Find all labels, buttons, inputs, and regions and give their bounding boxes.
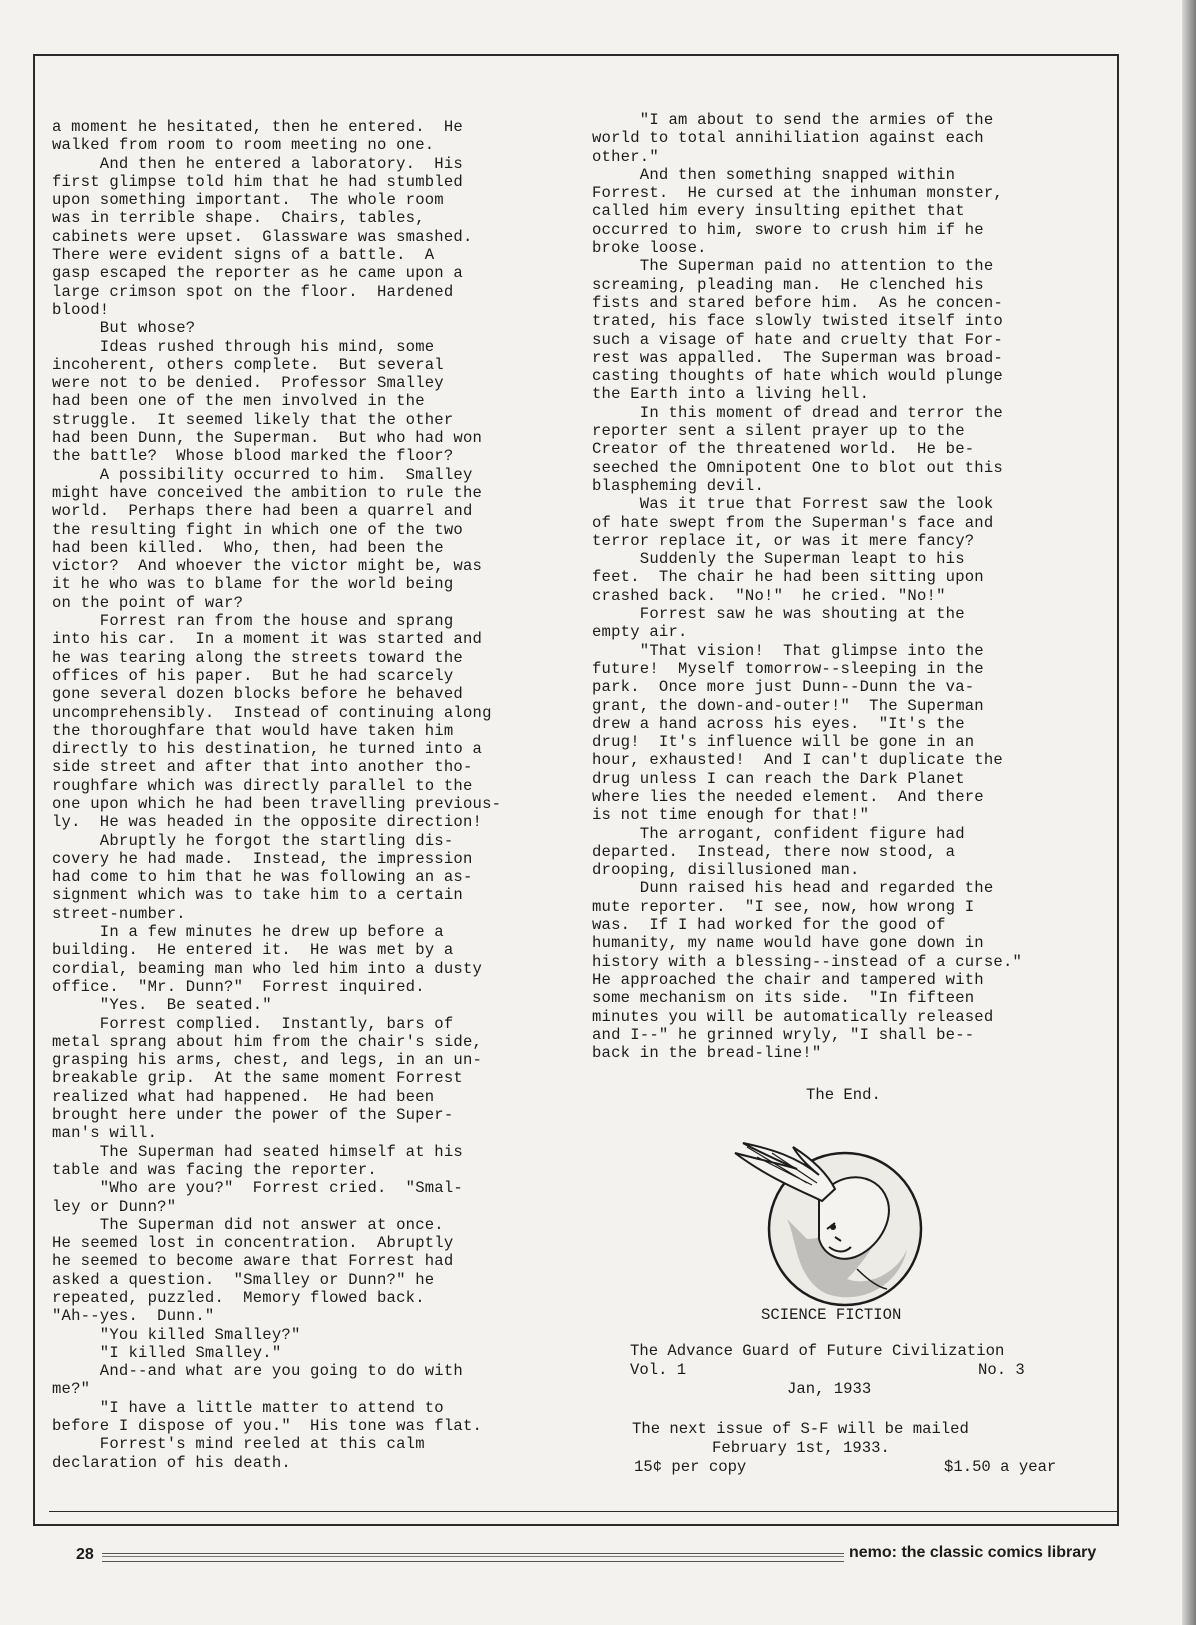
text-line: signment which was to take him to a certain [52,886,463,905]
text-line: office. "Mr. Dunn?" Forrest inquired. [52,977,425,996]
text-line: In this moment of dread and terror the [592,403,1003,422]
text-line: gone several dozen blocks before he behaved [52,685,463,704]
text-line: were not to be denied. Professor Smalley [52,374,444,393]
text-line: brought here under the power of the Super- [52,1106,454,1125]
text-line: Forrest complied. Instantly, bars of [52,1014,454,1033]
text-line: asked a question. "Smalley or Dunn?" he [52,1270,435,1289]
text-line: breakable grip. At the same moment Forrest [52,1069,463,1088]
text-line: upon something important. The whole room [52,191,444,210]
text-line: mute reporter. "I see, now, how wrong I [592,897,975,916]
text-line: other." [592,147,659,166]
text-line: future! Myself tomorrow--sleeping in the [592,659,984,678]
text-line: screaming, pleading man. He clenched his [592,275,984,294]
text-line: grasping his arms, chest, and legs, in an un- [52,1051,483,1070]
text-line: where lies the needed element. And there [592,787,984,806]
text-line: Ideas rushed through his mind, some [52,337,435,356]
text-line: and I--" he grinned wryly, "I shall be-- [592,1025,975,1044]
text-line: one upon which he had been travelling previous- [52,794,502,813]
text-line: ley or Dunn?" [52,1197,177,1216]
text-line: table and was facing the reporter. [52,1160,377,1179]
text-line: cordial, beaming man who led him into a dusty [52,959,483,978]
text-line: into his car. In a moment it was started and [52,630,483,649]
text-line: he was tearing along the streets toward the [52,648,463,667]
text-line: building. He entered it. He was met by a [52,941,454,960]
text-line: declaration of his death. [52,1453,291,1472]
text-line: departed. Instead, there now stood, a [592,842,956,861]
text-line: of hate swept from the Superman's face and [592,513,994,532]
text-line: was. If I had worked for the good of [592,916,946,935]
text-line: large crimson spot on the floor. Hardened [52,282,454,301]
text-line: grant, the down-and-outer!" The Superman [592,696,984,715]
text-line: it he who was to blame for the world being [52,575,454,594]
text-line: And then something snapped within [592,165,956,184]
text-line: a moment he hesitated, then he entered. He [52,118,463,136]
text-line: he seemed to become aware that Forrest had [52,1252,454,1271]
right-text-column [592,111,1022,1062]
text-line: reporter sent a silent prayer up to the [592,422,965,441]
text-line: "Who are you?" Forrest cried. "Smal- [52,1179,463,1198]
text-line: some mechanism on its side. "In fifteen [592,989,975,1008]
text-line: The Superman did not answer at once. [52,1215,444,1234]
text-line: He approached the chair and tampered with [592,970,984,989]
text-line: Was it true that Forrest saw the look [592,495,994,514]
text-line: metal sprang about him from the chair's side, [52,1032,483,1051]
text-line: "I killed Smalley." [52,1343,282,1362]
text-line: blaspheming devil. [592,476,765,495]
text-line: offices of his paper. But he had scarcely [52,666,454,685]
text-line: had come to him that he was following an as- [52,868,473,887]
next-issue-date: February 1st, 1933. [712,1439,890,1457]
text-line: struggle. It seemed likely that the other [52,410,454,429]
text-line: Creator of the threatened world. He be- [592,440,975,459]
text-line: side street and after that into another tho- [52,758,473,777]
text-line: "You killed Smalley?" [52,1325,301,1344]
text-line: first glimpse told him that he had stumbled [52,172,463,191]
page-number: 28 [76,1546,94,1563]
footer-rule [102,1553,844,1562]
price-per-year: $1.50 a year [944,1458,1057,1476]
text-line: had been one of the men involved in the [52,392,425,411]
text-line: park. Once more just Dunn--Dunn the va- [592,678,975,697]
next-issue-notice: The next issue of S-F will be mailed [632,1420,969,1438]
text-line: hour, exhausted! And I can't duplicate the [592,751,1003,770]
text-line: Forrest's mind reeled at this calm [52,1435,425,1454]
masthead-date: Jan, 1933 [787,1380,872,1398]
text-line: The Superman paid no attention to the [592,257,994,276]
text-line: history with a blessing--instead of a curse." [592,952,1023,971]
text-line: empty air. [592,623,688,642]
text-line: fists and stared before him. As he concen- [592,293,1003,312]
masthead-title: The Advance Guard of Future Civilization [630,1342,1005,1360]
text-line: uncomprehensibly. Instead of continuing along [52,703,492,722]
text-line: The arrogant, confident figure had [592,824,965,843]
text-line: the resulting fight in which one of the two [52,520,463,539]
text-line: Forrest. He cursed at the inhuman monster, [592,184,1003,203]
text-line: the battle? Whose blood marked the floor? [52,447,454,466]
winged-globe-head-logo-icon [727,1129,935,1313]
text-line: the Earth into a living hell. [592,385,870,404]
price-per-copy: 15¢ per copy [634,1458,747,1476]
text-line: The Superman had seated himself at his [52,1142,463,1161]
text-line: street-number. [52,904,186,923]
text-line: incoherent, others complete. But several [52,355,444,374]
text-line: walked from room to room meeting no one. [52,136,435,155]
text-line: was in terrible shape. Chairs, tables, [52,209,425,228]
text-line: world to total annihiliation against each [592,129,984,148]
text-line: "I have a little matter to attend to [52,1398,444,1417]
text-line: minutes you will be automatically released [592,1007,994,1026]
text-line: And--and what are you going to do with [52,1362,463,1381]
text-line: directly to his destination, he turned into a [52,740,483,759]
text-line: on the point of war? [52,593,244,612]
text-line: called him every insulting epithet that [592,202,965,221]
text-line: casting thoughts of hate which would plunge [592,367,1003,386]
science-fiction-label: SCIENCE FICTION [761,1306,902,1324]
text-line: He seemed lost in concentration. Abruptly [52,1234,454,1253]
text-line: rest was appalled. The Superman was broad- [592,348,1003,367]
text-line: had been Dunn, the Superman. But who had won [52,429,483,448]
publication-name: nemo: the classic comics library [849,1544,1097,1561]
text-line: drew a hand across his eyes. "It's the [592,714,965,733]
text-line: "Ah--yes. Dunn." [52,1307,215,1326]
masthead-volume: Vol. 1 [630,1361,687,1379]
text-line: before I dispose of you." His tone was flat. [52,1417,483,1436]
text-line: had been killed. Who, then, had been the [52,538,444,557]
text-line: drug! It's influence will be gone in an [592,733,975,752]
text-line: such a visage of hate and cruelty that For- [592,330,1003,349]
text-line: And then he entered a laboratory. His [52,154,463,173]
left-text-column [52,118,501,1472]
text-line: Suddenly the Superman leapt to his [592,550,965,569]
text-line: victor? And whoever the victor might be, was [52,557,483,576]
text-line: is not time enough for that!" [592,806,870,825]
text-line: drug unless I can reach the Dark Planet [592,769,965,788]
text-line: "That vision! That glimpse into the [592,641,984,660]
text-line: Forrest ran from the house and sprang [52,612,454,631]
text-line: me?" [52,1380,91,1399]
text-line: world. Perhaps there had been a quarrel and [52,502,473,521]
text-line: Abruptly he forgot the startling dis- [52,831,454,850]
text-line: man's will. [52,1124,158,1143]
text-line: Forrest saw he was shouting at the [592,605,965,624]
text-line: back in the bread-line!" [592,1044,822,1063]
text-line: ly. He was headed in the opposite direction! [52,813,483,832]
masthead-number: No. 3 [978,1361,1025,1379]
text-line: terror replace it, or was it mere fancy? [592,531,975,550]
text-line: covery he had made. Instead, the impression [52,849,473,868]
text-line: gasp escaped the reporter as he came upon a [52,264,463,283]
text-line: might have conceived the ambition to rule the [52,483,483,502]
text-line: drooping, disillusioned man. [592,861,860,880]
text-line: feet. The chair he had been sitting upon [592,568,984,587]
text-line: humanity, my name would have gone down in [592,934,984,953]
text-line: trated, his face slowly twisted itself into [592,312,1003,331]
text-line: There were evident signs of a battle. A [52,246,435,265]
text-line: occurred to him, swore to crush him if he [592,220,984,239]
text-line: seeched the Omnipotent One to blot out this [592,458,1003,477]
text-line: the thoroughfare that would have taken him [52,721,454,740]
text-line: "I am about to send the armies of the [592,111,994,129]
text-line: In a few minutes he drew up before a [52,923,444,942]
text-line: repeated, puzzled. Memory flowed back. [52,1289,425,1307]
text-line: Dunn raised his head and regarded the [592,879,994,898]
text-line: But whose? [52,319,196,338]
page-edge-shadow [1182,0,1196,1625]
text-line: blood! [52,300,110,319]
text-line: cabinets were upset. Glassware was smashed. [52,227,473,246]
text-line: "Yes. Be seated." [52,996,272,1015]
the-end-text: The End. [806,1086,881,1104]
text-line: A possibility occurred to him. Smalley [52,465,473,484]
text-line: crashed back. "No!" he cried. "No!" [592,586,946,605]
text-line: realized what had happened. He had been [52,1087,435,1106]
text-line: broke loose. [592,239,707,258]
text-line: roughfare which was directly parallel to the [52,776,473,795]
